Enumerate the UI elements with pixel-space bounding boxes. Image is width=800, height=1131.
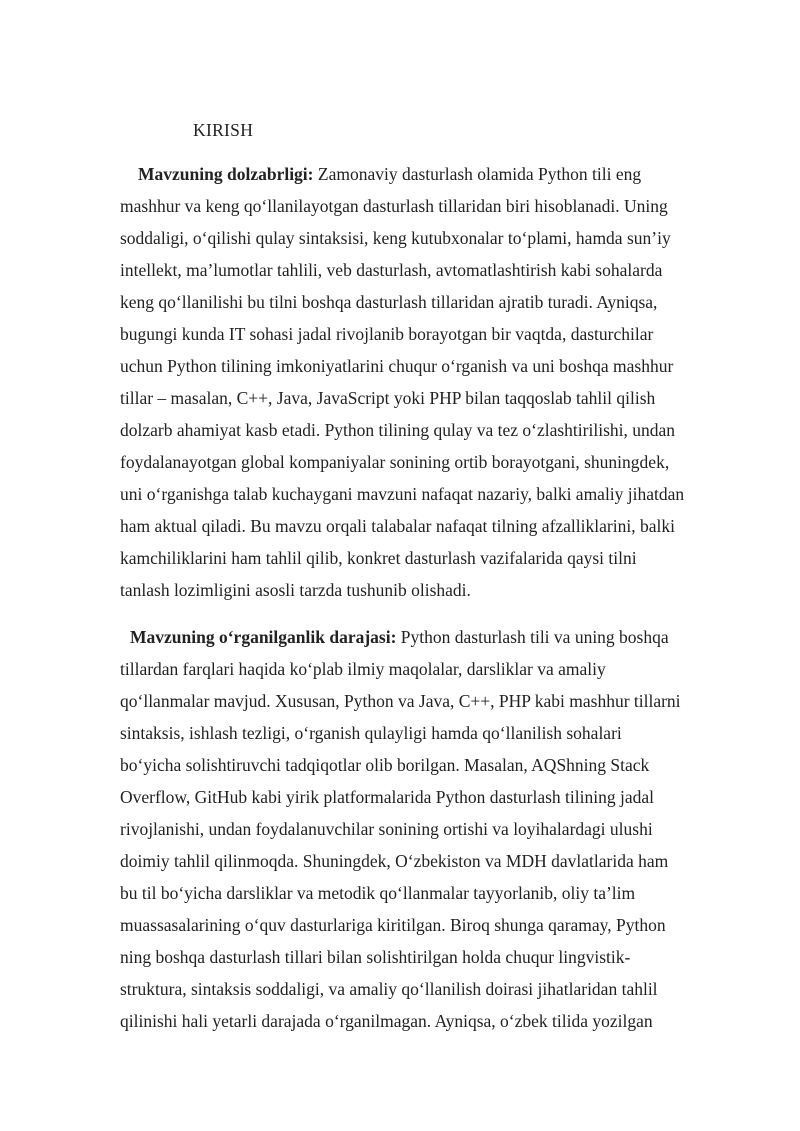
paragraph-line: bugungi kunda IT sohasi jadal rivojlanib borayotgan bir vaqtda, dasturchilar [120,324,654,344]
paragraph-line: qo‘llanmalar mavjud. Xususan, Python va Java, C++, PHP kabi mashhur tillarni [120,691,681,711]
paragraph-line: ham aktual qiladi. Bu mavzu orqali talabalar nafaqat tilning afzalliklarini, balki [120,516,675,536]
paragraph-line: struktura, sintaksis soddaligi, va amaliy qo‘llanilish doirasi jihatlaridan tahlil [120,979,658,999]
paragraph-line: mashhur va keng qo‘llanilayotgan dasturlash tillaridan biri hisoblanadi. Uning [120,196,668,216]
paragraph-1-line-1 [138,162,641,186]
paragraph-line: bu til bo‘yicha darsliklar va metodik qo‘llanmalar tayyorlanib, oliy ta’lim [120,883,636,903]
paragraph-line: Overflow, GitHub kabi yirik platformalarida Python dasturlash tilining jadal [120,787,654,807]
paragraph-line: tillardan farqlari haqida ko‘plab ilmiy maqolalar, darsliklar va amaliy [120,659,606,679]
paragraph-line: foydalanayotgan global kompaniyalar sonining ortib borayotgani, shuningdek, [120,452,670,472]
paragraph-line: sintaksis, ishlash tezligi, o‘rganish qulayligi hamda qo‘llanilish sohalari [120,723,622,743]
paragraph-line: qilinishi hali yetarli darajada o‘rganilmagan. Ayniqsa, o‘zbek tilida yozilgan [120,1011,653,1031]
paragraph-line: uchun Python tilining imkoniyatlarini chuqur o‘rganish va uni boshqa mashhur [120,356,674,376]
paragraph-line: tanlash lozimligini asosli tarzda tushunib olishadi. [120,580,471,600]
paragraph-line: dolzarb ahamiyat kasb etadi. Python tilining qulay va tez o‘zlashtirilishi, undan [120,420,676,440]
paragraph-2-text: Python dasturlash tili va uning boshqa [396,627,669,647]
paragraph-line: soddaligi, o‘qilishi qulay sintaksisi, keng kutubxonalar to‘plami, hamda sun’iy [120,228,671,248]
paragraph-line: rivojlanishi, undan foydalanuvchilar sonining ortishi va loyihalardagi ulushi [120,819,653,839]
paragraph-1-lead: Mavzuning dolzabrligi: [138,164,314,184]
paragraph-line: tillar – masalan, C++, Java, JavaScript yoki PHP bilan taqqoslab tahlil qilish [120,388,656,408]
paragraph-line: bo‘yicha solishtiruvchi tadqiqotlar olib borilgan. Masalan, AQShning Stack [120,755,650,775]
paragraph-line: kamchiliklarini ham tahlil qilib, konkret dasturlash vazifalarida qaysi tilni [120,548,637,568]
paragraph-1-text: Zamonaviy dasturlash olamida Python tili eng [313,164,642,184]
paragraph-line: intellekt, ma’lumotlar tahlili, veb dasturlash, avtomatlashtirish kabi sohalarda [120,260,663,280]
paragraph-line: ning boshqa dasturlash tillari bilan solishtirilgan holda chuqur lingvistik- [120,947,631,967]
paragraph-2-lead: Mavzuning o‘rganilganlik darajasi: [130,627,397,647]
paragraph-line: keng qo‘llanilishi bu tilni boshqa dasturlash tillaridan ajratib turadi. Ayniqsa, [120,292,658,312]
paragraph-line: muassasalarining o‘quv dasturlariga kiritilgan. Biroq shunga qaramay, Python [120,915,666,935]
section-heading: KIRISH [193,120,254,140]
paragraph-2-line-1 [130,625,669,649]
paragraph-line: uni o‘rganishga talab kuchaygani mavzuni nafaqat nazariy, balki amaliy jihatdan [120,484,685,504]
paragraph-line: doimiy tahlil qilinmoqda. Shuningdek, O‘zbekiston va MDH davlatlarida ham [120,851,669,871]
